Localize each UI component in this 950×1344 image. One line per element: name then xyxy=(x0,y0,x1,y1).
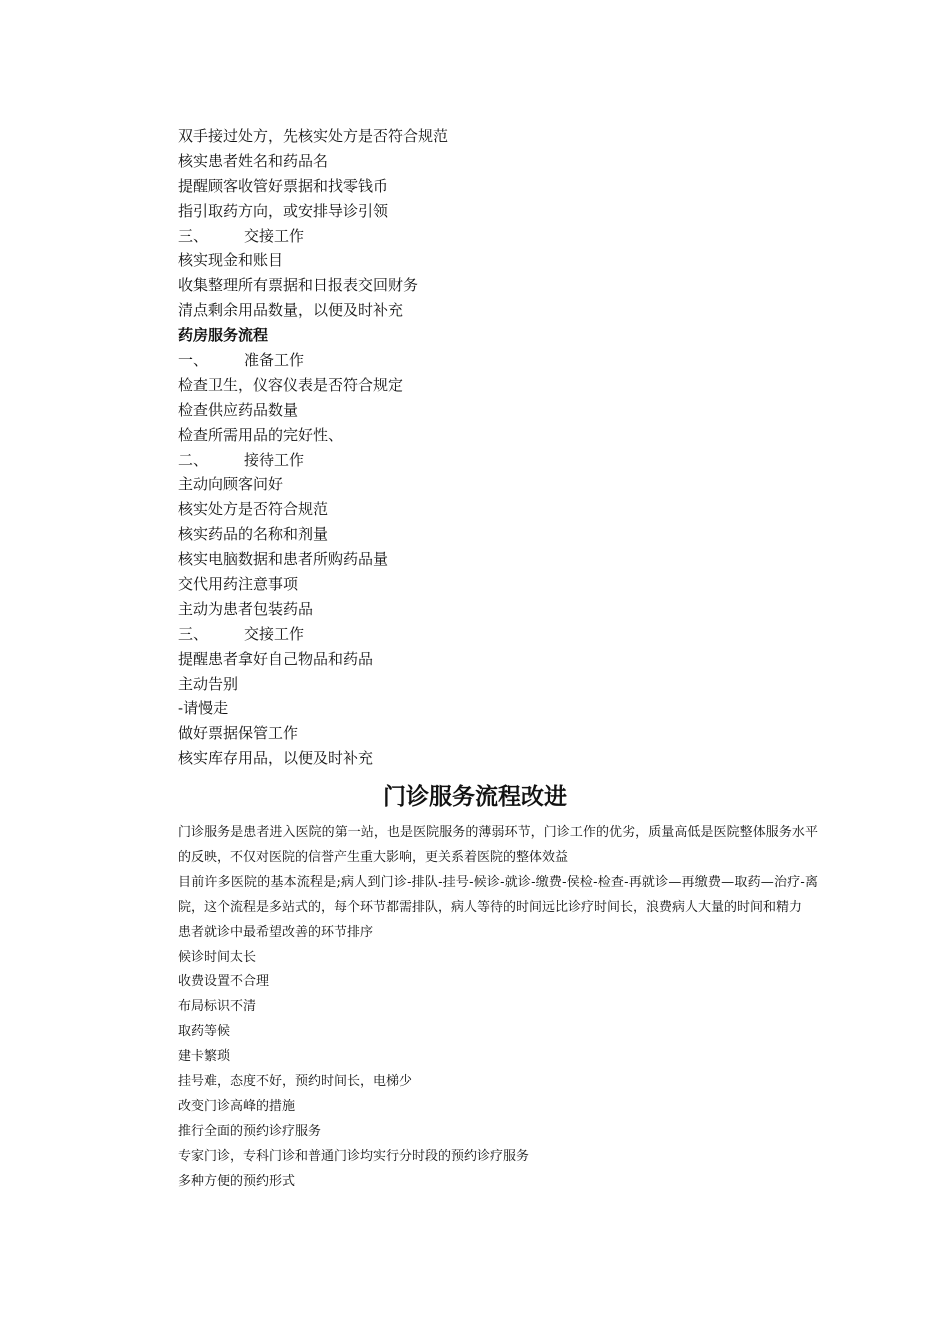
pharmacy-heading: 药房服务流程 xyxy=(178,326,269,345)
text-line: 检查所需用品的完好性、 xyxy=(178,425,344,444)
text-line: 清点剩余用品数量，以便及时补充 xyxy=(178,301,404,320)
text-line: -请慢走 xyxy=(178,699,229,718)
document-title: 门诊服务流程改进 xyxy=(383,784,567,810)
text-line: 检查供应药品数量 xyxy=(178,400,299,419)
text-line: 核实处方是否符合规范 xyxy=(178,500,329,519)
list-item: 候诊时间太长 xyxy=(178,949,257,965)
list-item: 推行全面的预约诊疗服务 xyxy=(178,1123,322,1139)
text-line: 提醒顾客收管好票据和找零钱币 xyxy=(178,176,389,195)
section-heading xyxy=(178,622,818,647)
text-line: 核实现金和账目 xyxy=(178,251,284,270)
section-label: 交接工作 xyxy=(244,226,305,245)
text-line: 核实电脑数据和患者所购药品量 xyxy=(178,550,389,569)
text-line: 交代用药注意事项 xyxy=(178,575,299,594)
section-heading xyxy=(178,224,818,249)
paragraph: 门诊服务是患者进入医院的第一站，也是医院服务的薄弱环节，门诊工作的优劣，质量高低是医院整体服务水平的反映，不仅对医院的信誉产生重大影响，更关系着医院的整体效益 xyxy=(178,825,818,865)
section-number: 二、 xyxy=(178,450,209,469)
section-number: 三、 xyxy=(178,226,209,245)
section-number: 一、 xyxy=(178,351,209,370)
text-line: 收集整理所有票据和日报表交回财务 xyxy=(178,276,419,295)
list-item: 建卡繁琐 xyxy=(178,1049,231,1065)
text-line: 主动向顾客问好 xyxy=(178,475,284,494)
text-line: 指引取药方向，或安排导诊引领 xyxy=(178,201,389,220)
text-line: 主动为患者包装药品 xyxy=(178,599,314,618)
list-item: 收费设置不合理 xyxy=(178,974,270,990)
list-item: 改变门诊高峰的措施 xyxy=(178,1098,296,1114)
process-list xyxy=(178,124,818,771)
text-line: 双手接过处方，先核实处方是否符合规范 xyxy=(178,127,449,145)
improvement-body xyxy=(178,821,818,1195)
text-line: 核实库存用品，以便及时补充 xyxy=(178,749,374,768)
text-line: 检查卫生，仪容仪表是否符合规定 xyxy=(178,375,404,394)
list-item: 取药等候 xyxy=(178,1024,231,1040)
text-line: 提醒患者拿好自己物品和药品 xyxy=(178,649,374,668)
list-item: 专家门诊，专科门诊和普通门诊均实行分时段的预约诊疗服务 xyxy=(178,1148,530,1164)
section-heading xyxy=(178,348,818,373)
section-label: 交接工作 xyxy=(244,624,305,643)
section-number: 三、 xyxy=(178,624,209,643)
list-item: 患者就诊中最希望改善的环节排序 xyxy=(178,924,374,940)
list-item: 挂号难，态度不好，预约时间长，电梯少 xyxy=(178,1074,413,1090)
paragraph: 目前许多医院的基本流程是;病人到门诊-排队-挂号-候诊-就诊-缴费-侯检-检查-再就诊—再缴费—取药—治疗-离院，这个流程是多站式的，每个环节都需排队，病人等待的时间远比诊疗时间长，浪费病人大量的时间和精力 xyxy=(178,874,818,915)
text-line: 主动告别 xyxy=(178,674,239,693)
list-item: 多种方便的预约形式 xyxy=(178,1173,296,1189)
text-line: 核实患者姓名和药品名 xyxy=(178,151,329,170)
text-line: 做好票据保管工作 xyxy=(178,724,299,743)
text-line: 核实药品的名称和剂量 xyxy=(178,525,329,544)
list-item: 布局标识不清 xyxy=(178,999,257,1015)
section-label: 接待工作 xyxy=(244,450,305,469)
section-label: 准备工作 xyxy=(244,351,305,370)
section-heading xyxy=(178,448,818,473)
